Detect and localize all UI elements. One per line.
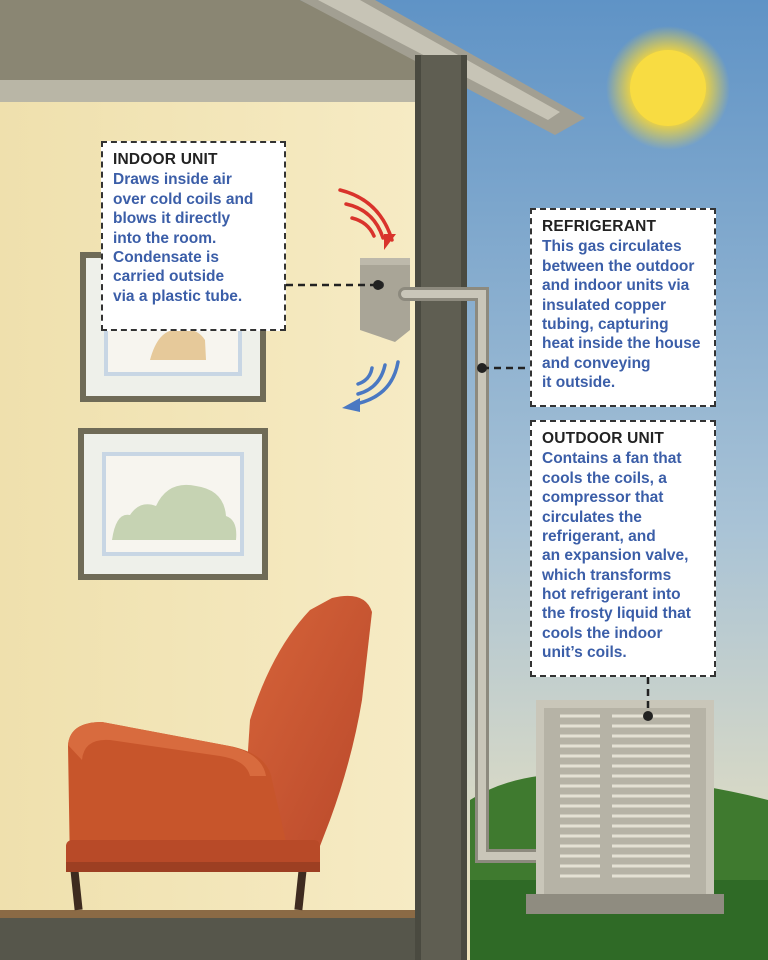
callout-title: OUTDOOR UNIT: [542, 430, 665, 447]
callout-body: This gas circulates between the outdoor and indoor units via insulated copper tubing, capturing heat inside the house and conveying it outside.: [542, 238, 701, 391]
wall-section: [415, 55, 467, 960]
leader-dot-indoor: [373, 280, 383, 290]
callout-body: Draws inside air over cold coils and blows it directly into the room. Condensate is carried outside via a plastic tube.: [113, 171, 254, 305]
callout-outdoor-unit: [530, 420, 716, 677]
callout-refrigerant: [530, 208, 716, 407]
picture-frame-lower: [78, 428, 268, 580]
leader-dot-refrigerant: [477, 363, 487, 373]
callout-title: INDOOR UNIT: [113, 151, 218, 168]
outdoor-unit: [526, 700, 724, 914]
callout-title: REFRIGERANT: [542, 218, 657, 235]
callout-indoor-unit: [101, 141, 286, 331]
leader-dot-outdoor: [643, 711, 653, 721]
sun-icon: [606, 26, 730, 150]
callout-body: Contains a fan that cools the coils, a compressor that circulates the refrigerant, and an expansion valve, which transforms hot refrigerant into the frosty liquid that cools the indoor unit’s coils.: [542, 450, 691, 662]
